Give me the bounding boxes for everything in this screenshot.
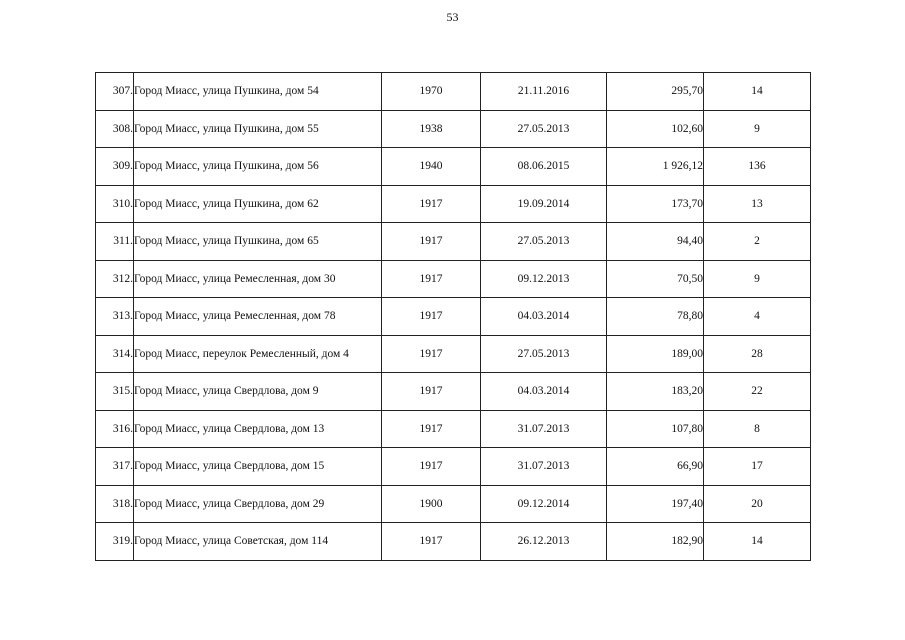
page-number: 53 bbox=[446, 10, 459, 24]
count-cell: 14 bbox=[704, 523, 811, 561]
area-cell: 102,60 bbox=[607, 110, 704, 148]
table-row bbox=[96, 73, 811, 111]
date-cell: 31.07.2013 bbox=[481, 448, 607, 486]
area-cell: 189,00 bbox=[607, 335, 704, 373]
count-cell: 8 bbox=[704, 410, 811, 448]
area-cell: 78,80 bbox=[607, 298, 704, 336]
table-row bbox=[96, 410, 811, 448]
count-cell: 9 bbox=[704, 110, 811, 148]
row-number-cell: 307. bbox=[96, 73, 134, 111]
construction-year-cell: 1917 bbox=[382, 523, 481, 561]
date-cell: 04.03.2014 bbox=[481, 298, 607, 336]
count-cell: 22 bbox=[704, 373, 811, 411]
table-row bbox=[96, 298, 811, 336]
construction-year-cell: 1917 bbox=[382, 298, 481, 336]
count-cell: 136 bbox=[704, 148, 811, 186]
table-row bbox=[96, 485, 811, 523]
date-cell: 27.05.2013 bbox=[481, 335, 607, 373]
date-cell: 27.05.2013 bbox=[481, 223, 607, 261]
count-cell: 13 bbox=[704, 185, 811, 223]
area-cell: 66,90 bbox=[607, 448, 704, 486]
count-cell: 28 bbox=[704, 335, 811, 373]
address-cell: Город Миасс, улица Свердлова, дом 29 bbox=[134, 485, 382, 523]
area-cell: 107,80 bbox=[607, 410, 704, 448]
address-cell: Город Миасс, улица Советская, дом 114 bbox=[134, 523, 382, 561]
area-cell: 197,40 bbox=[607, 485, 704, 523]
row-number-cell: 319. bbox=[96, 523, 134, 561]
construction-year-cell: 1917 bbox=[382, 373, 481, 411]
table-body bbox=[96, 73, 811, 561]
construction-year-cell: 1900 bbox=[382, 485, 481, 523]
construction-year-cell: 1940 bbox=[382, 148, 481, 186]
construction-year-cell: 1917 bbox=[382, 335, 481, 373]
table-row bbox=[96, 260, 811, 298]
address-cell: Город Миасс, улица Пушкина, дом 56 bbox=[134, 148, 382, 186]
row-number-cell: 317. bbox=[96, 448, 134, 486]
count-cell: 17 bbox=[704, 448, 811, 486]
area-cell: 173,70 bbox=[607, 185, 704, 223]
address-cell: Город Миасс, улица Свердлова, дом 15 bbox=[134, 448, 382, 486]
table-row bbox=[96, 335, 811, 373]
area-cell: 94,40 bbox=[607, 223, 704, 261]
count-cell: 4 bbox=[704, 298, 811, 336]
construction-year-cell: 1917 bbox=[382, 223, 481, 261]
construction-year-cell: 1917 bbox=[382, 260, 481, 298]
row-number-cell: 314. bbox=[96, 335, 134, 373]
table-row bbox=[96, 148, 811, 186]
count-cell: 20 bbox=[704, 485, 811, 523]
date-cell: 26.12.2013 bbox=[481, 523, 607, 561]
date-cell: 08.06.2015 bbox=[481, 148, 607, 186]
date-cell: 04.03.2014 bbox=[481, 373, 607, 411]
date-cell: 09.12.2013 bbox=[481, 260, 607, 298]
row-number-cell: 315. bbox=[96, 373, 134, 411]
area-cell: 1 926,12 bbox=[607, 148, 704, 186]
address-cell: Город Миасс, переулок Ремесленный, дом 4 bbox=[134, 335, 382, 373]
count-cell: 2 bbox=[704, 223, 811, 261]
count-cell: 14 bbox=[704, 73, 811, 111]
address-cell: Город Миасс, улица Пушкина, дом 65 bbox=[134, 223, 382, 261]
row-number-cell: 312. bbox=[96, 260, 134, 298]
address-cell: Город Миасс, улица Пушкина, дом 54 bbox=[134, 73, 382, 111]
address-cell: Город Миасс, улица Пушкина, дом 55 bbox=[134, 110, 382, 148]
count-cell: 9 bbox=[704, 260, 811, 298]
table-row bbox=[96, 110, 811, 148]
construction-year-cell: 1917 bbox=[382, 410, 481, 448]
table-row bbox=[96, 223, 811, 261]
address-cell: Город Миасс, улица Ремесленная, дом 78 bbox=[134, 298, 382, 336]
construction-year-cell: 1917 bbox=[382, 185, 481, 223]
row-number-cell: 318. bbox=[96, 485, 134, 523]
row-number-cell: 311. bbox=[96, 223, 134, 261]
date-cell: 09.12.2014 bbox=[481, 485, 607, 523]
construction-year-cell: 1938 bbox=[382, 110, 481, 148]
construction-year-cell: 1917 bbox=[382, 448, 481, 486]
table-row bbox=[96, 373, 811, 411]
area-cell: 70,50 bbox=[607, 260, 704, 298]
table-row bbox=[96, 448, 811, 486]
address-cell: Город Миасс, улица Пушкина, дом 62 bbox=[134, 185, 382, 223]
date-cell: 31.07.2013 bbox=[481, 410, 607, 448]
construction-year-cell: 1970 bbox=[382, 73, 481, 111]
address-cell: Город Миасс, улица Ремесленная, дом 30 bbox=[134, 260, 382, 298]
address-cell: Город Миасс, улица Свердлова, дом 9 bbox=[134, 373, 382, 411]
row-number-cell: 309. bbox=[96, 148, 134, 186]
table-row bbox=[96, 185, 811, 223]
area-cell: 183,20 bbox=[607, 373, 704, 411]
row-number-cell: 308. bbox=[96, 110, 134, 148]
date-cell: 27.05.2013 bbox=[481, 110, 607, 148]
date-cell: 19.09.2014 bbox=[481, 185, 607, 223]
area-cell: 295,70 bbox=[607, 73, 704, 111]
row-number-cell: 316. bbox=[96, 410, 134, 448]
area-cell: 182,90 bbox=[607, 523, 704, 561]
row-number-cell: 313. bbox=[96, 298, 134, 336]
address-cell: Город Миасс, улица Свердлова, дом 13 bbox=[134, 410, 382, 448]
date-cell: 21.11.2016 bbox=[481, 73, 607, 111]
row-number-cell: 310. bbox=[96, 185, 134, 223]
housing-registry-table bbox=[95, 72, 811, 561]
table-row bbox=[96, 523, 811, 561]
